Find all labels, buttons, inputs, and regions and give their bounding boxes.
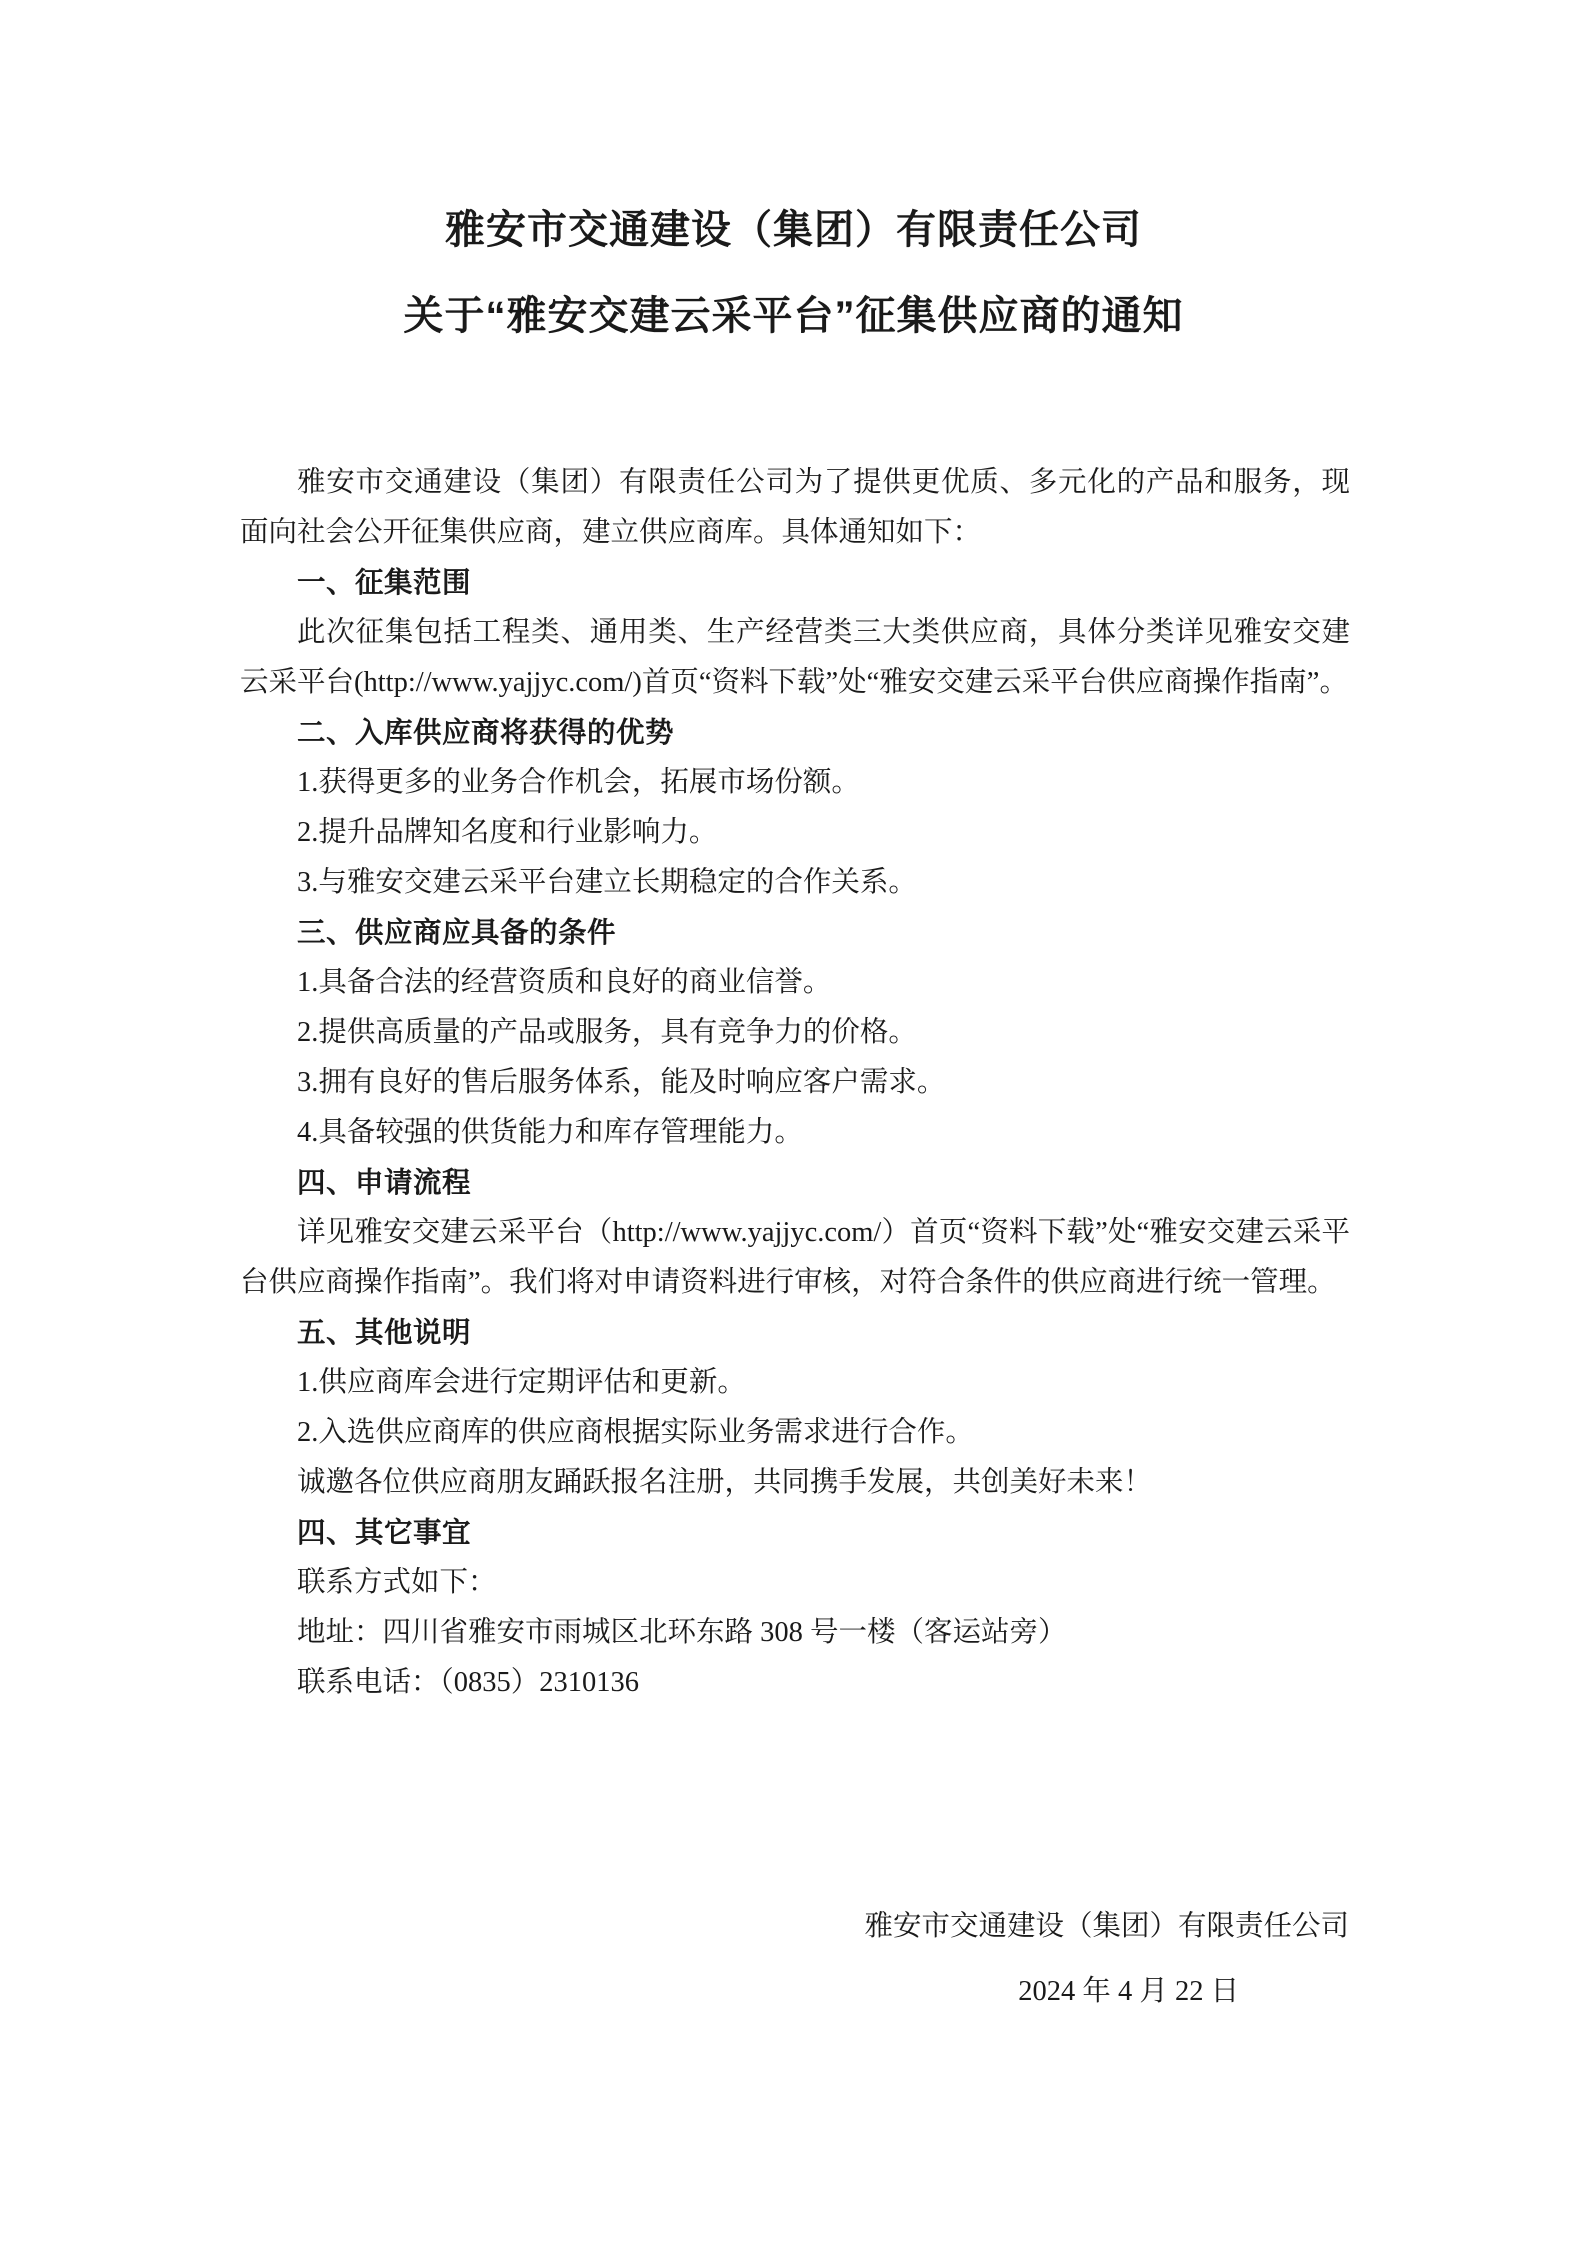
section-1-heading: 一、征集范围 [297,567,472,599]
section-6-paragraph-2: 地址：四川省雅安市雨城区北环东路 308 号一楼（客运站旁） [297,1617,1067,1648]
section-6-paragraph-3: 联系电话：（0835）2310136 [297,1667,640,1698]
section-3-paragraph-3: 3.拥有良好的售后服务体系，能及时响应客户需求。 [297,1067,946,1098]
section-3-paragraph-1: 1.具备合法的经营资质和良好的商业信誉。 [297,967,832,998]
section-5-paragraph-2: 2.入选供应商库的供应商根据实际业务需求进行合作。 [297,1417,974,1448]
signature-block [864,1902,1349,2017]
section-6-paragraph-1: 联系方式如下： [297,1567,497,1598]
section-2-paragraph-2: 2.提升品牌知名度和行业影响力。 [297,817,718,848]
section-6-heading: 四、其它事宜 [297,1517,472,1549]
section-2-paragraph-1: 1.获得更多的业务合作机会，拓展市场份额。 [297,767,860,798]
section-1-paragraph-1: 此次征集包括工程类、通用类、生产经营类三大类供应商，具体分类详见雅安交建云采平台(http://www.yajjyc.com/)首页“资料下载”处“雅安交建云采平台供应商操作指南”。 [240,617,1350,698]
document-body [240,458,1350,1708]
section-5-heading: 五、其他说明 [297,1317,472,1349]
signature-company: 雅安市交通建设（集团）有限责任公司 [864,1911,1349,1942]
section-5-paragraph-1: 1.供应商库会进行定期评估和更新。 [297,1367,746,1398]
signature-date: 2024 年 4 月 22 日 [1018,1976,1240,2007]
document-title-line-2: 关于“雅安交建云采平台”征集供应商的通知 [403,294,1184,338]
document-title-line-1: 雅安市交通建设（集团）有限责任公司 [445,208,1142,252]
section-3-heading: 三、供应商应具备的条件 [297,917,617,949]
intro-paragraph: 雅安市交通建设（集团）有限责任公司为了提供更优质、多元化的产品和服务，现面向社会公开征集供应商，建立供应商库。具体通知如下： [240,467,1350,548]
section-3-paragraph-4: 4.具备较强的供货能力和库存管理能力。 [297,1117,803,1148]
section-4-heading: 四、申请流程 [297,1167,472,1199]
section-5-paragraph-3: 诚邀各位供应商朋友踊跃报名注册，共同携手发展，共创美好未来！ [297,1467,1153,1498]
section-4-paragraph-1: 详见雅安交建云采平台（http://www.yajjyc.com/）首页“资料下载”处“雅安交建云采平台供应商操作指南”。我们将对申请资料进行审核，对符合条件的供应商进行统一管理。 [240,1217,1350,1298]
section-2-heading: 二、入库供应商将获得的优势 [297,717,675,749]
section-3-paragraph-2: 2.提供高质量的产品或服务，具有竞争力的价格。 [297,1017,917,1048]
section-2-paragraph-3: 3.与雅安交建云采平台建立长期稳定的合作关系。 [297,867,917,898]
